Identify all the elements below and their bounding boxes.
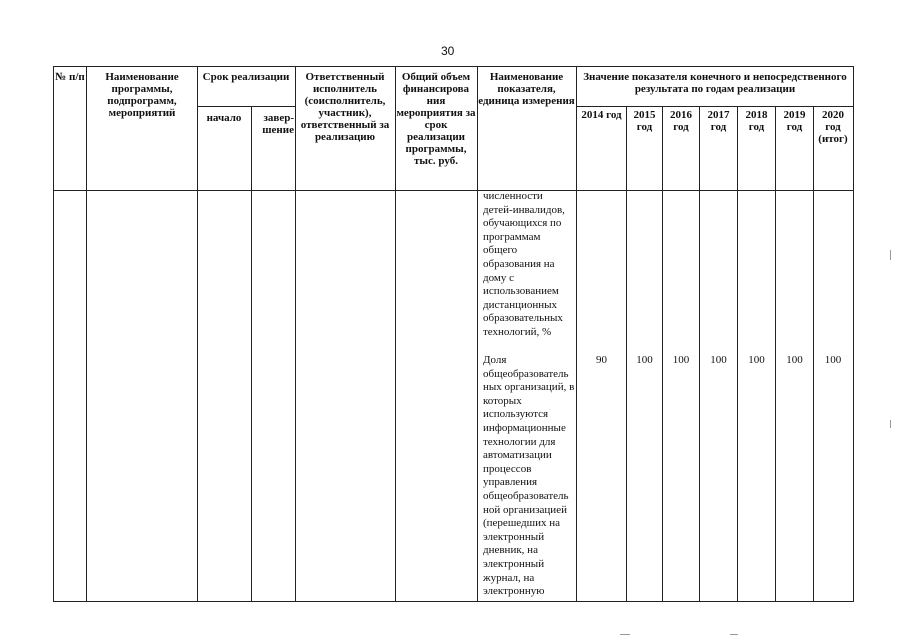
scan-mark [890, 420, 891, 428]
header-responsible: Ответственный исполнитель (соисполнитель, участник), ответственный за реализацию [300, 71, 390, 143]
value-2015: 100 [636, 354, 653, 366]
header-financing: Общий объем финансирова ния мероприятия за срок реализации программы, тыс. руб. [396, 71, 476, 167]
header-indicator: Наименование показателя, единица измерения [478, 71, 575, 107]
indicator-text-continued: численности детей-инвалидов, обучающихся по программам общего образования на дому с использованием дистанционных образовательных технологий, % [483, 190, 565, 338]
page-number: 30 [441, 44, 455, 58]
header-year-2015: 2015 год [633, 109, 656, 133]
value-2014: 90 [596, 354, 607, 366]
value-2019: 100 [786, 354, 803, 366]
header-year-2020: 2020 год (итог) [818, 109, 848, 145]
scan-mark [730, 634, 738, 635]
header-end: завер-шение [262, 112, 294, 136]
header-name: Наименование программы, подпрограмм, мероприятий [105, 71, 179, 119]
header-year-2016: 2016 год [670, 109, 692, 133]
value-2018: 100 [748, 354, 765, 366]
scan-mark [890, 250, 891, 260]
header-year-2017: 2017 год [707, 109, 730, 133]
scan-mark [620, 634, 630, 635]
value-2017: 100 [710, 354, 727, 366]
indicator-text-2: Доля общеобразователь ных организаций, в которых используются информационные технологии для автоматизации процессов управления общеобразователь ной организацией (перешедших на электронный дневник, на электронный журнал, на электронную [483, 354, 575, 598]
value-2016: 100 [672, 354, 690, 366]
header-start: начало [206, 112, 242, 124]
header-term: Срок реализации [202, 71, 290, 83]
header-year-2018: 2018 год [745, 109, 768, 133]
header-values-group: Значение показателя конечного и непосредственного результата по годам реализации [583, 71, 847, 95]
header-year-2014: 2014 год [581, 109, 622, 121]
header-year-2019: 2019 год [783, 109, 806, 133]
header-num: № п/п [55, 71, 85, 83]
value-2020: 100 [824, 354, 842, 366]
